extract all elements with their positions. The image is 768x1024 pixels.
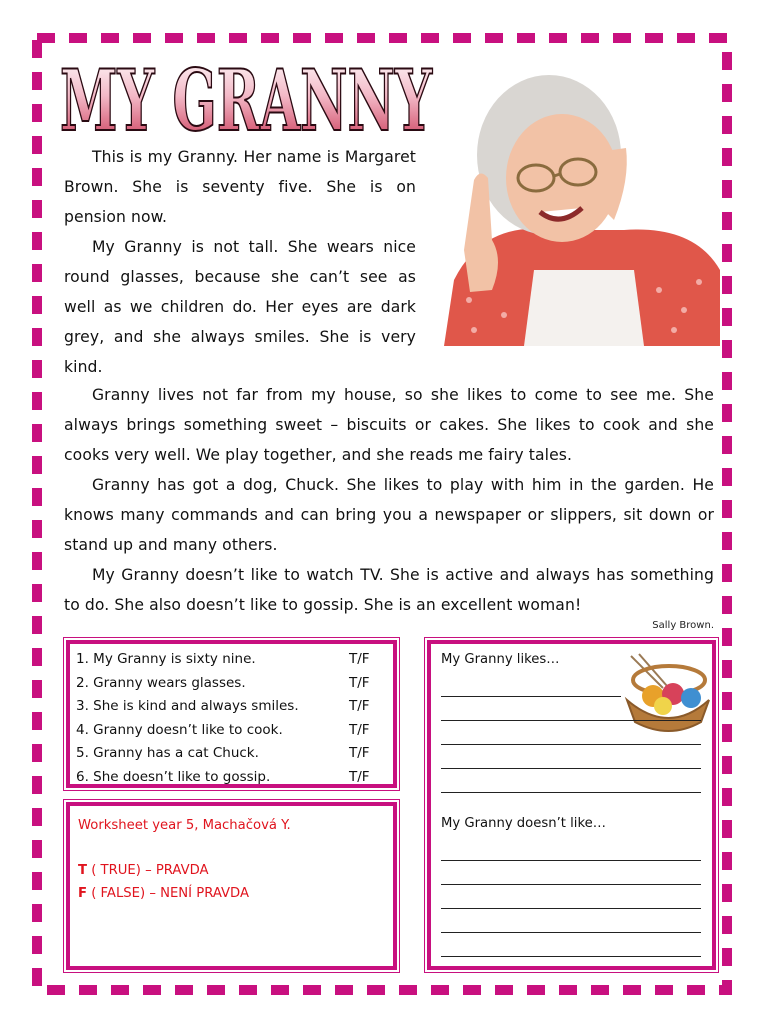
title-text: MY GRANNY	[60, 51, 433, 150]
true-key-text: ( TRUE) – PRAVDA	[87, 863, 209, 878]
answer-line[interactable]	[441, 860, 701, 861]
statement-text: 3. She is kind and always smiles.	[76, 698, 299, 714]
signature: Sally Brown.	[652, 620, 714, 631]
worksheet-note-box	[66, 802, 397, 970]
tf-answer-mark[interactable]: T/F	[349, 698, 370, 714]
true-false-item	[76, 766, 385, 790]
answer-line[interactable]	[441, 956, 701, 957]
story-intro	[64, 142, 416, 382]
tf-answer-mark[interactable]: T/F	[349, 721, 370, 738]
statement-text: 5. Granny has a cat Chuck.	[76, 745, 259, 761]
answer-line[interactable]	[441, 932, 701, 933]
dislikes-prompt: My Granny doesn’t like…	[441, 816, 606, 831]
true-false-list	[70, 644, 393, 789]
story-body	[64, 380, 714, 620]
tf-answer-mark[interactable]: T/F	[349, 745, 370, 761]
answer-line[interactable]	[441, 884, 701, 885]
statement-text: 2. Granny wears glasses.	[76, 674, 246, 691]
true-false-item	[76, 695, 385, 719]
true-key-line	[78, 859, 385, 882]
true-false-item	[76, 672, 385, 696]
statement-text: 6. She doesn’t like to gossip.	[76, 768, 271, 785]
true-false-item	[76, 719, 385, 743]
answer-line[interactable]	[441, 908, 701, 909]
answer-line[interactable]	[441, 792, 701, 793]
story-paragraph: Granny lives not far from my house, so she likes to come to see me. She always brings something sweet – biscuits or cakes. She likes to cook and she cooks very well. We play together, and she reads me fairy tales.	[64, 386, 714, 464]
false-key: F	[78, 886, 88, 901]
story-paragraph: My Granny is not tall. She wears nice round glasses, because she can’t see as well as we children do. Her eyes are dark grey, and she always smiles. She is very kind.	[64, 238, 416, 376]
true-false-item	[76, 742, 385, 766]
answer-line[interactable]	[441, 744, 701, 745]
false-key-text: ( FALSE) – NENÍ PRAVDA	[87, 886, 249, 901]
true-false-item	[76, 648, 385, 672]
story-paragraph: This is my Granny. Her name is Margaret Brown. She is seventy five. She is on pension now.	[64, 148, 416, 226]
true-key: T	[78, 863, 87, 878]
story-paragraph: My Granny doesn’t like to watch TV. She is active and always has something to do. She also doesn’t like to gossip. She is an excellent woman!	[64, 566, 714, 614]
true-false-box	[66, 640, 397, 788]
statement-text: 4. Granny doesn’t like to cook.	[76, 721, 283, 738]
answer-line[interactable]	[441, 720, 701, 721]
tf-answer-mark[interactable]: T/F	[349, 768, 370, 785]
writing-box	[427, 640, 716, 970]
worksheet-credit: Worksheet year 5, Machačová Y.	[78, 818, 291, 833]
page-title	[58, 50, 438, 150]
answer-line[interactable]	[441, 768, 701, 769]
answer-line[interactable]	[441, 696, 621, 697]
false-key-line	[78, 882, 385, 905]
tf-answer-mark[interactable]: T/F	[349, 651, 370, 667]
granny-photo	[444, 60, 720, 346]
statement-text: 1. My Granny is sixty nine.	[76, 651, 256, 667]
story-paragraph: Granny has got a dog, Chuck. She likes to play with him in the garden. He knows many commands and can bring you a newspaper or slippers, sit down or stand up and many others.	[64, 476, 714, 554]
tf-answer-mark[interactable]: T/F	[349, 674, 370, 691]
likes-prompt: My Granny likes…	[441, 652, 560, 667]
